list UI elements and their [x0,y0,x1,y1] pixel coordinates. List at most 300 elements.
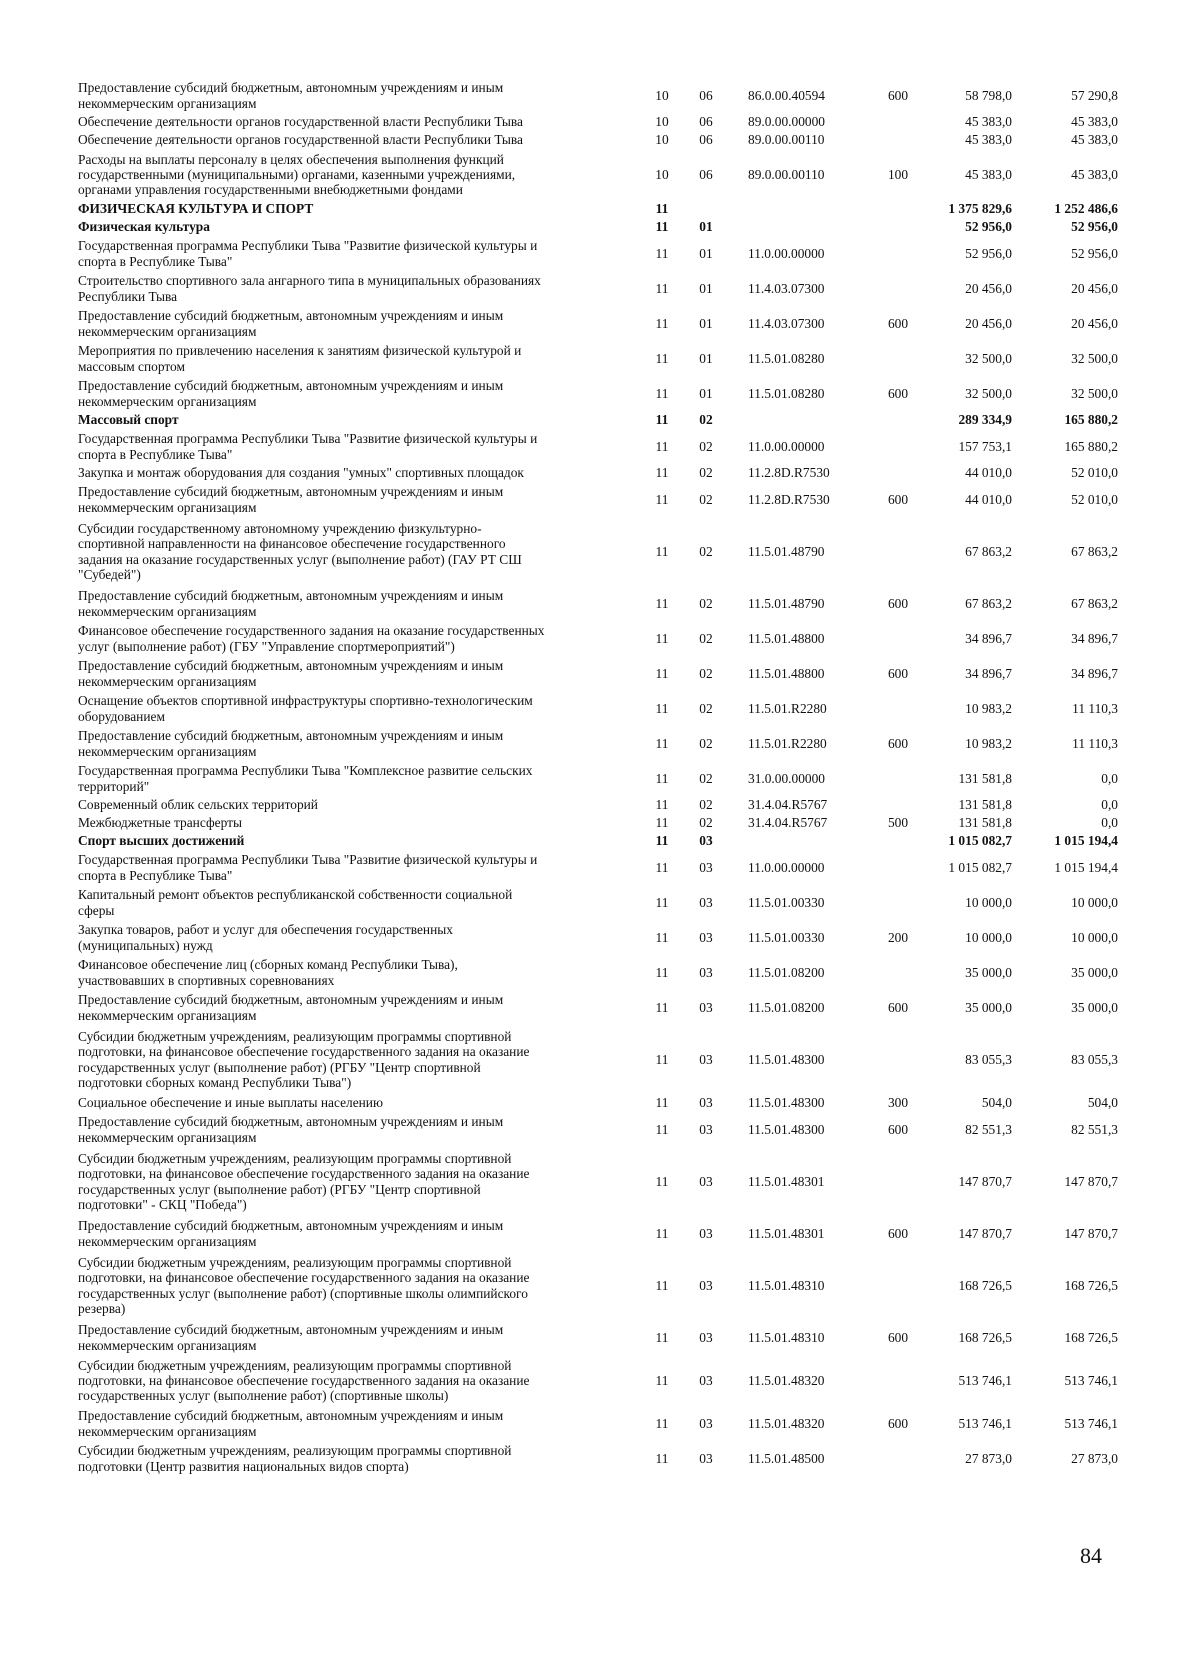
target-article-code: 31.4.04.R5767 [748,797,828,813]
subsection-code: 02 [699,491,713,507]
amount-year-1: 35 000,0 [965,999,1012,1015]
amount-year-2: 0,0 [1101,770,1118,786]
amount-year-1: 52 956,0 [965,245,1012,261]
subsection-code: 01 [699,245,713,261]
amount-year-1: 131 581,8 [958,770,1012,786]
target-article-code [726,411,876,429]
section-code: 11 [655,999,669,1015]
row-name: Капитальный ремонт объектов республиканской собственности социальной сферы [78,887,513,918]
subsection-code: 03 [699,1415,713,1431]
subsection-code: 03 [699,1173,713,1189]
subsection-code: 03 [699,1372,713,1388]
row-name: Межбюджетные трансферты [78,815,242,831]
amount-year-1: 513 746,1 [958,1372,1012,1388]
amount-year-2: 11 110,3 [1072,735,1118,751]
amount-year-2: 32 500,0 [1071,385,1118,401]
table-row [78,1216,1124,1251]
amount-year-1: 131 581,8 [958,797,1012,813]
expense-type-code [876,691,920,726]
row-name: Субсидии бюджетным учреждениям, реализующим программы спортивной подготовки, на финансовое обеспечение государственного задания на оказание государственных услуг (выполнение работ) (спортивные школы) [78,1357,530,1404]
target-article-code: 11.5.01.48301 [748,1173,825,1189]
section-code: 11 [655,385,669,401]
row-name: Предоставление субсидий бюджетным, автономным учреждениям и иным некоммерческим организациям [78,728,504,759]
target-article-code: 11.5.01.48320 [748,1415,825,1431]
table-row [78,482,1124,517]
subsection-code: 01 [699,385,713,401]
section-code: 11 [655,859,669,875]
section-code: 11 [655,543,669,559]
section-code: 11 [655,1450,669,1466]
section-code: 11 [655,1277,669,1293]
amount-year-2: 147 870,7 [1064,1173,1118,1189]
expense-type-code [876,464,920,482]
amount-year-2: 57 290,8 [1071,87,1118,103]
amount-year-1: 1 015 082,7 [948,859,1012,875]
row-name: Мероприятия по привлечению населения к занятиям физической культурой и массовым спортом [78,343,522,374]
target-article-code: 11.5.01.48310 [748,1277,825,1293]
target-article-code: 11.5.01.R2280 [748,700,827,716]
amount-year-2: 34 896,7 [1071,665,1118,681]
target-article-code: 11.5.01.48310 [748,1329,825,1345]
expense-type-code [876,218,920,236]
subsection-code: 02 [699,438,713,454]
budget-table-body [78,78,1124,1476]
section-code: 11 [655,630,669,646]
target-article-code: 11.5.01.48301 [748,1225,825,1241]
row-name: Обеспечение деятельности органов государственной власти Республики Тыва [78,114,523,130]
page-number: 84 [1080,1543,1102,1568]
table-row [78,306,1124,341]
amount-year-1: 45 383,0 [965,114,1012,130]
subsection-code: 06 [699,166,713,182]
target-article-code: 11.5.01.08200 [748,999,825,1015]
row-name: Субсидии государственному автономному учреждению физкультурно- спортивной направленности на финансовое обеспечение государственного задания на оказание государственных услуг (выполнение работ) (ГАУ РТ СШ "Субедей") [78,521,522,582]
expense-type-code [876,955,920,990]
target-article-code: 11.2.8D.R7530 [748,491,830,507]
expense-type-code: 100 [887,166,909,182]
row-name: Расходы на выплаты персоналу в целях обеспечения выполнения функций государственными (муниципальными) органами, казенными учреждениями, органами управления государственными внебюджетными фондами [78,151,516,198]
table-row [78,1441,1124,1476]
expense-type-code [876,271,920,306]
amount-year-1: 504,0 [981,1095,1012,1111]
table-row [78,920,1124,955]
target-article-code: 11.5.01.48800 [748,665,825,681]
row-name: Субсидии бюджетным учреждениям, реализующим программы спортивной подготовки, на финансовое обеспечение государственного задания на оказание государственных услуг (выполнение работ) (спортивные школы олимпийского резерва) [78,1255,530,1316]
amount-year-1: 10 000,0 [965,894,1012,910]
section-code: 11 [655,350,669,366]
target-article-code: 11.4.03.07300 [748,280,825,296]
subsection-code: 02 [699,630,713,646]
expense-type-code [876,517,920,586]
expense-type-code: 300 [887,1095,909,1111]
amount-year-2: 67 863,2 [1071,595,1118,611]
subsection-code: 02 [699,815,713,831]
expense-type-code [876,1355,920,1406]
row-name: Закупка товаров, работ и услуг для обеспечения государственных (муниципальных) нужд [78,922,453,953]
amount-year-2: 168 726,5 [1064,1277,1118,1293]
amount-year-2: 168 726,5 [1064,1329,1118,1345]
subsection-code: 01 [699,315,713,331]
amount-year-1: 45 383,0 [965,166,1012,182]
subsection-code: 06 [699,132,713,148]
expense-type-code [876,429,920,464]
target-article-code: 11.0.00.00000 [748,438,825,454]
amount-year-2: 1 015 194,4 [1054,833,1118,849]
section-code: 11 [655,894,669,910]
amount-year-2: 504,0 [1087,1095,1118,1111]
amount-year-1: 32 500,0 [965,385,1012,401]
expense-type-code: 600 [887,385,909,401]
amount-year-2: 83 055,3 [1071,1051,1118,1067]
subsection-code: 02 [699,700,713,716]
subsection-code: 03 [699,1051,713,1067]
table-row [78,586,1124,621]
expense-type-code: 600 [887,1121,909,1137]
table-row [78,1251,1124,1320]
table-row [78,1025,1124,1094]
amount-year-1: 289 334,9 [958,412,1012,428]
expense-type-code: 600 [887,1329,909,1345]
target-article-code [726,832,876,850]
subsection-code: 02 [699,770,713,786]
table-row [78,1355,1124,1406]
row-name: Государственная программа Республики Тыва "Развитие физической культуры и спорта в Республике Тыва" [78,431,538,462]
expense-type-code [876,796,920,814]
target-article-code: 11.5.01.00330 [748,929,825,945]
section-code: 11 [655,815,669,831]
target-article-code: 11.5.01.48500 [748,1450,825,1466]
row-name: Физическая культура [78,219,210,235]
section-code: 11 [655,280,669,296]
expense-type-code: 500 [887,815,909,831]
subsection-code [686,200,726,218]
target-article-code: 11.5.01.48800 [748,630,825,646]
target-article-code: 11.5.01.00330 [748,894,825,910]
table-row [78,796,1124,814]
table-row [78,341,1124,376]
row-name: Предоставление субсидий бюджетным, автономным учреждениям и иным некоммерческим организациям [78,378,504,409]
amount-year-1: 67 863,2 [965,595,1012,611]
section-code: 11 [655,964,669,980]
section-code: 11 [655,1121,669,1137]
expense-type-code [876,411,920,429]
table-row [78,885,1124,920]
amount-year-1: 10 983,2 [965,735,1012,751]
subsection-code: 02 [699,465,713,481]
target-article-code [726,200,876,218]
subsection-code: 03 [699,999,713,1015]
amount-year-1: 58 798,0 [965,87,1012,103]
amount-year-1: 1 015 082,7 [948,833,1012,849]
expense-type-code: 600 [887,1225,909,1241]
row-name: Оснащение объектов спортивной инфраструктуры спортивно-технологическим оборудованием [78,693,533,724]
amount-year-2: 10 000,0 [1071,894,1118,910]
amount-year-1: 27 873,0 [965,1450,1012,1466]
section-code: 11 [655,245,669,261]
subsection-code: 02 [699,797,713,813]
subsection-code: 01 [699,219,713,235]
row-name: Спорт высших достижений [78,833,245,849]
amount-year-2: 1 252 486,6 [1054,201,1118,217]
amount-year-1: 34 896,7 [965,630,1012,646]
amount-year-1: 35 000,0 [965,964,1012,980]
table-row [78,517,1124,586]
subsection-code: 03 [699,1121,713,1137]
expense-type-code: 600 [887,735,909,751]
section-code: 11 [655,219,669,235]
budget-table-page [78,78,1116,1476]
amount-year-1: 168 726,5 [958,1277,1012,1293]
table-row [78,1320,1124,1355]
table-row [78,411,1124,429]
expense-type-code: 600 [887,315,909,331]
table-row [78,850,1124,885]
amount-year-1: 44 010,0 [965,491,1012,507]
subsection-code: 06 [699,114,713,130]
target-article-code: 31.0.00.00000 [748,770,825,786]
target-article-code: 11.5.01.08280 [748,385,825,401]
section-code: 11 [655,665,669,681]
subsection-code: 02 [699,665,713,681]
table-row [78,1094,1124,1112]
amount-year-2: 11 110,3 [1072,700,1118,716]
target-article-code: 11.5.01.08280 [748,350,825,366]
table-row [78,131,1124,149]
expense-type-code: 600 [887,595,909,611]
amount-year-2: 147 870,7 [1064,1225,1118,1241]
amount-year-1: 52 956,0 [965,219,1012,235]
expense-type-code [876,1441,920,1476]
row-name: Закупка и монтаж оборудования для создания "умных" спортивных площадок [78,465,524,481]
subsection-code: 03 [699,1329,713,1345]
section-code: 10 [655,114,669,130]
row-name: Государственная программа Республики Тыва "Развитие физической культуры и спорта в Республике Тыва" [78,852,538,883]
row-name: Предоставление субсидий бюджетным, автономным учреждениям и иным некоммерческим организациям [78,1322,504,1353]
subsection-code: 03 [699,833,713,849]
table-row [78,236,1124,271]
subsection-code: 02 [699,543,713,559]
target-article-code: 11.4.03.07300 [748,315,825,331]
target-article-code: 11.5.01.08200 [748,964,825,980]
amount-year-2: 32 500,0 [1071,350,1118,366]
row-name: Социальное обеспечение и иные выплаты населению [78,1095,383,1111]
subsection-code: 02 [699,412,713,428]
section-code: 11 [655,1051,669,1067]
subsection-code: 03 [699,964,713,980]
table-row [78,656,1124,691]
amount-year-1: 82 551,3 [965,1121,1012,1137]
section-code: 11 [655,201,669,217]
amount-year-2: 34 896,7 [1071,630,1118,646]
amount-year-2: 52 010,0 [1071,491,1118,507]
target-article-code: 11.5.01.48320 [748,1372,825,1388]
target-article-code: 11.5.01.48300 [748,1095,825,1111]
subsection-code: 03 [699,1095,713,1111]
target-article-code: 11.5.01.48790 [748,595,825,611]
amount-year-2: 45 383,0 [1071,132,1118,148]
section-code: 10 [655,166,669,182]
expense-type-code [876,113,920,131]
expense-type-code [876,832,920,850]
expense-type-code: 600 [887,999,909,1015]
subsection-code: 01 [699,350,713,366]
amount-year-2: 20 456,0 [1071,280,1118,296]
row-name: Государственная программа Республики Тыва "Комплексное развитие сельских территорий" [78,763,533,794]
amount-year-1: 157 753,1 [958,438,1012,454]
subsection-code: 02 [699,595,713,611]
amount-year-2: 20 456,0 [1071,315,1118,331]
amount-year-1: 147 870,7 [958,1225,1012,1241]
expense-type-code [876,1025,920,1094]
target-article-code: 89.0.00.00110 [748,166,825,182]
target-article-code: 89.0.00.00000 [748,114,825,130]
section-code: 11 [655,595,669,611]
amount-year-1: 131 581,8 [958,815,1012,831]
amount-year-2: 513 746,1 [1064,1415,1118,1431]
expense-type-code: 600 [887,665,909,681]
subsection-code: 03 [699,1277,713,1293]
table-row [78,464,1124,482]
table-row [78,955,1124,990]
row-name: Субсидии бюджетным учреждениям, реализующим программы спортивной подготовки, на финансовое обеспечение государственного задания на оказание государственных услуг (выполнение работ) (РГБУ "Центр спортивной подготовки" - СКЦ "Победа") [78,1151,530,1212]
expense-type-code [876,1251,920,1320]
table-row [78,1406,1124,1441]
amount-year-1: 20 456,0 [965,315,1012,331]
amount-year-2: 52 956,0 [1071,245,1118,261]
target-article-code: 31.4.04.R5767 [748,815,828,831]
target-article-code: 89.0.00.00110 [748,132,825,148]
row-name: Предоставление субсидий бюджетным, автономным учреждениям и иным некоммерческим организациям [78,992,504,1023]
table-row [78,726,1124,761]
row-name: Субсидии бюджетным учреждениям, реализующим программы спортивной подготовки (Центр развития национальных видов спорта) [78,1443,512,1474]
expense-type-code: 600 [887,1415,909,1431]
row-name: Субсидии бюджетным учреждениям, реализующим программы спортивной подготовки, на финансовое обеспечение государственного задания на оказание государственных услуг (выполнение работ) (РГБУ "Центр спортивной подготовки сборных команд Республики Тыва") [78,1029,530,1090]
table-row [78,691,1124,726]
expense-type-code [876,885,920,920]
section-code: 11 [655,1329,669,1345]
target-article-code: 11.2.8D.R7530 [748,465,830,481]
subsection-code: 06 [699,87,713,103]
row-name: Массовый спорт [78,412,179,428]
section-code: 10 [655,87,669,103]
section-code: 11 [655,491,669,507]
expense-type-code [876,200,920,218]
subsection-code: 03 [699,1450,713,1466]
section-code: 11 [655,1173,669,1189]
amount-year-1: 168 726,5 [958,1329,1012,1345]
expense-type-code [876,236,920,271]
row-name: Предоставление субсидий бюджетным, автономным учреждениям и иным некоммерческим организациям [78,1218,504,1249]
budget-table [78,78,1124,1476]
target-article-code [726,218,876,236]
row-name: Государственная программа Республики Тыва "Развитие физической культуры и спорта в Республике Тыва" [78,238,538,269]
table-row [78,376,1124,411]
table-row [78,1147,1124,1216]
section-code: 11 [655,735,669,751]
expense-type-code [876,131,920,149]
row-name: Предоставление субсидий бюджетным, автономным учреждениям и иным некоммерческим организациям [78,80,504,111]
row-name: Финансовое обеспечение государственного задания на оказание государственных услуг (выполнение работ) (ГБУ "Управление спортмероприятий") [78,623,545,654]
table-row [78,1112,1124,1147]
amount-year-1: 83 055,3 [965,1051,1012,1067]
amount-year-2: 165 880,2 [1064,438,1118,454]
amount-year-2: 513 746,1 [1064,1372,1118,1388]
expense-type-code: 600 [887,491,909,507]
section-code: 11 [655,1372,669,1388]
target-article-code: 11.5.01.R2280 [748,735,827,751]
section-code: 11 [655,412,669,428]
row-name: Предоставление субсидий бюджетным, автономным учреждениям и иным некоммерческим организациям [78,1408,504,1439]
amount-year-1: 10 000,0 [965,929,1012,945]
section-code: 11 [655,797,669,813]
amount-year-1: 67 863,2 [965,543,1012,559]
section-code: 11 [655,315,669,331]
amount-year-2: 35 000,0 [1071,999,1118,1015]
amount-year-1: 10 983,2 [965,700,1012,716]
row-name: Финансовое обеспечение лиц (сборных команд Республики Тыва), участвовавших в спортивных соревнованиях [78,957,458,988]
table-row [78,429,1124,464]
subsection-code: 01 [699,280,713,296]
table-row [78,990,1124,1025]
expense-type-code: 600 [887,87,909,103]
amount-year-1: 44 010,0 [965,465,1012,481]
target-article-code: 11.5.01.48790 [748,543,825,559]
amount-year-2: 10 000,0 [1071,929,1118,945]
amount-year-1: 32 500,0 [965,350,1012,366]
amount-year-2: 1 015 194,4 [1054,859,1118,875]
amount-year-2: 45 383,0 [1071,114,1118,130]
subsection-code: 03 [699,929,713,945]
subsection-code: 03 [699,859,713,875]
subsection-code: 02 [699,735,713,751]
table-row [78,200,1124,218]
expense-type-code [876,850,920,885]
amount-year-2: 67 863,2 [1071,543,1118,559]
section-code: 11 [655,1095,669,1111]
amount-year-1: 20 456,0 [965,280,1012,296]
section-code: 11 [655,1225,669,1241]
table-row [78,621,1124,656]
amount-year-2: 27 873,0 [1071,1450,1118,1466]
section-code: 11 [655,465,669,481]
amount-year-2: 165 880,2 [1064,412,1118,428]
table-row [78,832,1124,850]
expense-type-code [876,761,920,796]
amount-year-1: 513 746,1 [958,1415,1012,1431]
amount-year-2: 0,0 [1101,797,1118,813]
target-article-code: 11.5.01.48300 [748,1051,825,1067]
expense-type-code [876,1147,920,1216]
row-name: Предоставление субсидий бюджетным, автономным учреждениям и иным некоммерческим организациям [78,588,504,619]
table-row [78,271,1124,306]
subsection-code: 03 [699,1225,713,1241]
row-name: Современный облик сельских территорий [78,797,318,813]
amount-year-1: 34 896,7 [965,665,1012,681]
expense-type-code [876,341,920,376]
amount-year-2: 0,0 [1101,815,1118,831]
table-row [78,113,1124,131]
amount-year-2: 52 956,0 [1071,219,1118,235]
table-row [78,218,1124,236]
row-name: Строительство спортивного зала ангарного типа в муниципальных образованиях Республики Тыва [78,273,541,304]
table-row [78,78,1124,113]
row-name: Предоставление субсидий бюджетным, автономным учреждениям и иным некоммерческим организациям [78,658,504,689]
row-name: Предоставление субсидий бюджетным, автономным учреждениям и иным некоммерческим организациям [78,484,504,515]
amount-year-2: 52 010,0 [1071,465,1118,481]
table-row [78,814,1124,832]
amount-year-2: 45 383,0 [1071,166,1118,182]
target-article-code: 11.0.00.00000 [748,859,825,875]
